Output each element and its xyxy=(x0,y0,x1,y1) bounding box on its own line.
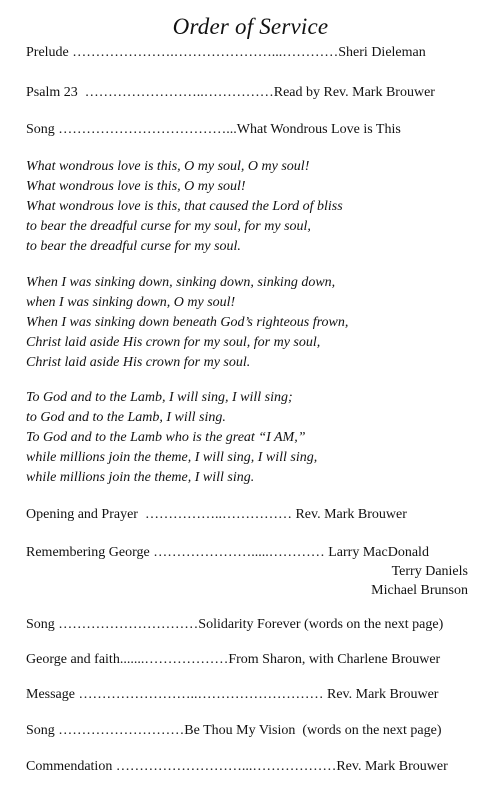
speaker-name: Michael Brunson xyxy=(371,583,468,598)
verse-line: to bear the dreadful curse for my soul, for my soul, xyxy=(26,219,311,234)
hymn-verse-2 xyxy=(26,273,476,373)
faith-line: George and faith.......………………From Sharon, with Charlene Brouwer xyxy=(26,652,441,667)
verse-line: What wondrous love is this, that caused the Lord of bliss xyxy=(26,199,343,214)
verse-line: when I was sinking down, O my soul! xyxy=(26,295,236,310)
song-line: Song ………………………Be Thou My Vision (words on the next page) xyxy=(26,723,442,738)
page-title: Order of Service xyxy=(172,14,329,39)
verse-line: while millions join the theme, I will sing. xyxy=(26,470,255,485)
verse-line: To God and to the Lamb, I will sing, I will sing; xyxy=(26,390,293,405)
hymn-verse-1 xyxy=(26,157,476,257)
verse-line: Christ laid aside His crown for my soul, for my soul, xyxy=(26,335,321,350)
song-line: Song …………………………Solidarity Forever (words on the next page) xyxy=(26,617,444,632)
psalm-line: Psalm 23 ……………………..……………Read by Rev. Mark Brouwer xyxy=(26,85,435,100)
verse-line: What wondrous love is this, O my soul! xyxy=(26,179,246,194)
verse-line: to bear the dreadful curse for my soul. xyxy=(26,239,241,254)
verse-line: What wondrous love is this, O my soul, O my soul! xyxy=(26,159,310,174)
verse-line: to God and to the Lamb, I will sing. xyxy=(26,410,226,425)
verse-line: When I was sinking down beneath God’s righteous frown, xyxy=(26,315,349,330)
verse-line: When I was sinking down, sinking down, sinking down, xyxy=(26,275,336,290)
speaker-name: Terry Daniels xyxy=(391,564,468,579)
verse-line: Christ laid aside His crown for my soul. xyxy=(26,355,251,370)
remembering-line: Remembering George ………………….....………… Larry MacDonald xyxy=(26,545,429,560)
message-line: Message ……………………..……………………… Rev. Mark Brouwer xyxy=(26,687,439,702)
verse-line: To God and to the Lamb who is the great “I AM,” xyxy=(26,430,306,445)
prelude-line: Prelude ………………….…………………...…………Sheri Dieleman xyxy=(26,45,426,60)
commendation-line: Commendation ………………………...………………Rev. Mark Brouwer xyxy=(26,759,448,774)
opening-prayer-line: Opening and Prayer ……………..…………… Rev. Mark Brouwer xyxy=(26,507,407,522)
hymn-verse-3 xyxy=(26,388,476,488)
song-line: Song ………………………………...What Wondrous Love is This xyxy=(26,122,401,137)
verse-line: while millions join the theme, I will sing, I will sing, xyxy=(26,450,318,465)
